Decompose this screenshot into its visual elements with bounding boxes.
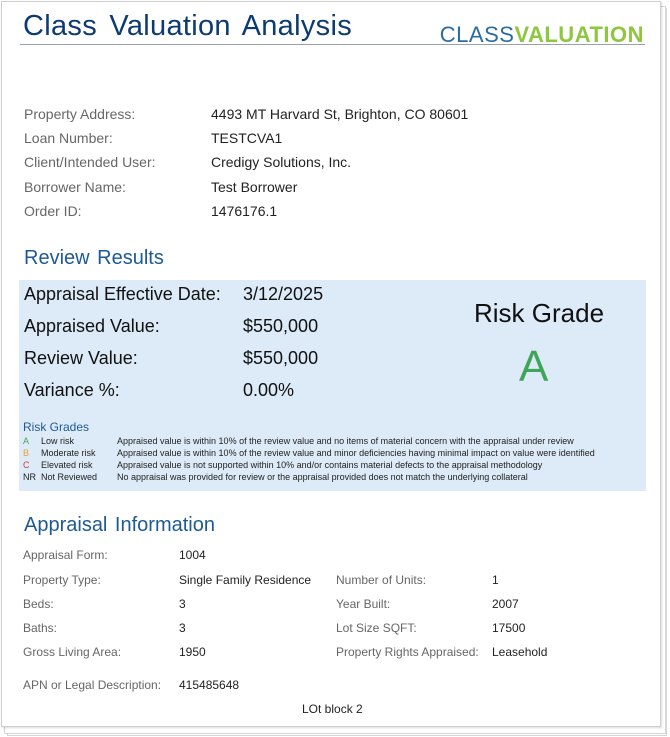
variance-label: Variance %:: [24, 380, 120, 400]
beds-value: 3: [179, 597, 186, 611]
year-built-value: 2007: [492, 597, 519, 611]
loan-number-label: Loan Number:: [24, 130, 113, 146]
legend-code: C: [23, 460, 30, 470]
property-address-label: Property Address:: [24, 106, 136, 122]
number-of-units-value: 1: [492, 573, 499, 587]
year-built-label: Year Built:: [336, 597, 391, 611]
legend-code: A: [23, 436, 30, 446]
order-id-value: 1476176.1: [211, 203, 278, 219]
property-address-value: 4493 MT Harvard St, Brighton, CO 80601: [211, 106, 469, 122]
legend-name: Elevated risk: [41, 460, 93, 470]
appraisal-form-value: 1004: [179, 548, 206, 562]
risk-grade-title: Risk Grade: [474, 298, 605, 328]
variance-value: 0.00%: [243, 380, 295, 400]
legend-desc: No appraisal was provided for review or the appraisal provided does not match the underlying collateral: [117, 472, 528, 482]
legend-desc: Appraised value is not supported within 10% and/or contains material defects to the appraisal methodology: [117, 460, 543, 470]
report-page: [1, 1, 661, 727]
appraisal-form-label: Appraisal Form:: [23, 548, 108, 562]
appraised-value-value: $550,000: [243, 316, 319, 336]
legend-name: Moderate risk: [41, 448, 96, 458]
review-results-heading: Review Results: [24, 247, 164, 269]
baths-label: Baths:: [23, 621, 58, 635]
baths-value: 3: [179, 621, 186, 635]
review-value-value: $550,000: [243, 348, 319, 368]
client-value: Credigy Solutions, Inc.: [211, 154, 352, 170]
logo-class-text: CLASS: [439, 22, 515, 47]
loan-number-value: TESTCVA1: [211, 130, 283, 146]
risk-grades-legend-heading: Risk Grades: [23, 420, 90, 434]
logo-valuation-text: VALUATION: [514, 22, 644, 47]
gla-value: 1950: [179, 645, 206, 659]
beds-label: Beds:: [23, 597, 54, 611]
order-id-label: Order ID:: [24, 203, 82, 219]
property-type-value: Single Family Residence: [179, 573, 312, 587]
review-results-panel: [19, 280, 646, 491]
borrower-label: Borrower Name:: [24, 179, 126, 195]
lot-size-label: Lot Size SQFT:: [336, 621, 417, 635]
apn-value: 415485648: [179, 678, 240, 692]
property-rights-value: Leasehold: [492, 645, 548, 659]
property-rights-label: Property Rights Appraised:: [336, 645, 479, 659]
effective-date-value: 3/12/2025: [243, 284, 324, 304]
legend-name: Low risk: [41, 436, 75, 446]
legend-desc: Appraised value is within 10% of the review value and no items of material concern with the appraisal under review: [117, 436, 574, 446]
appraised-value-label: Appraised Value:: [24, 316, 160, 336]
report-title: Class Valuation Analysis: [23, 10, 352, 42]
number-of-units-label: Number of Units:: [336, 573, 427, 587]
effective-date-label: Appraisal Effective Date:: [24, 284, 221, 304]
legend-code: B: [23, 448, 30, 458]
borrower-value: Test Borrower: [211, 179, 298, 195]
lot-size-value: 17500: [492, 621, 526, 635]
legend-code: NR: [23, 472, 36, 482]
property-type-label: Property Type:: [23, 573, 101, 587]
legend-name: Not Reviewed: [41, 472, 98, 482]
client-label: Client/Intended User:: [24, 154, 156, 170]
risk-grade-value: A: [519, 342, 549, 391]
gla-label: Gross Living Area:: [23, 645, 122, 659]
review-value-label: Review Value:: [24, 348, 138, 368]
legend-desc: Appraised value is within 10% of the review value and minor deficiencies having minimal impact on value were identified: [117, 448, 595, 458]
apn-label: APN or Legal Description:: [23, 678, 162, 692]
title-divider: [20, 44, 645, 45]
legal-description-text: LOt block 2: [302, 702, 363, 716]
appraisal-information-heading: Appraisal Information: [24, 514, 215, 536]
